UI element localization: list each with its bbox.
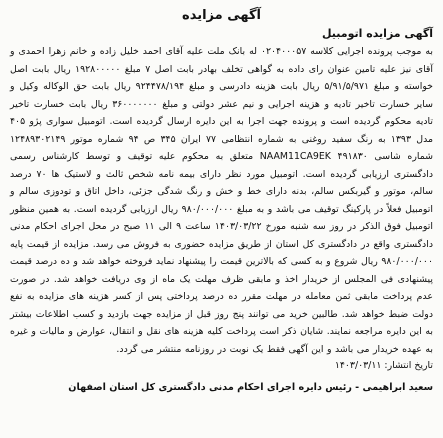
date-value: ۱۴۰۳/۰۳/۱۱	[334, 360, 382, 371]
notice-subtitle: آگهی مزایده اتومبیل	[321, 27, 433, 40]
notice-signature: سعید ابراهیمی - رئیس دایره اجرای احکام مدنی دادگستری کل استان اصفهان	[68, 382, 433, 393]
notice-title: آگهی مزایده	[182, 8, 261, 23]
notice-body: به موجب پرونده اجرایی کلاسه ۰۲۰۴۰۰۰۵۷ له بانک ملت علیه آقای احمد خلیل زاده و خانم زهرا احمدی و آقای نیز علیه تامین عنوان رای داده به گواهی تخلف بهادر بابت اصل ۷ مبلغ ۱۹۲۸۰۰۰۰۰ ریال بابت اصل خواسته و مبلغ ۵/۹۱/۵/۹۷۱ ریال بابت هزینه دادرسی و مبلغ ۹۲۴۴۷۸/۱۹۴ ریال بابت حق الوکاله وکیل و سایر خسارت تاخیر تادیه و هزینه اجرایی و نیم عشر دولتی و مبلغ ۳۶۰۰۰۰۰۰۰ ریال بابت خسارت تاخیر تادیه محکوم گردیده است و پرونده جهت اجرا به این دایره ارسال گردیده است. اتومبیل سواری پژو ۴۰۵ مدل ۱۳۹۳ به رنگ سفید روغنی به شماره انتظامی ۷۷ ایران ۳۴۵ ص ۹۴ شماره موتور ۱۲۴۸۹۳۰۲۱۴۹ شماره شاسی NAAM11CA9EK ۴۹۱۸۳۰ متعلق به محکوم علیه توقیف و توسط کارشناس رسمی دادگستری ارزیابی گردیده است. اتومبیل مورد نظر دارای بیمه نامه شخص ثالث و لاستیک ها ۷۰ درصد سالم، موتور و گیربکس سالم، بدنه دارای خط و خش و رنگ شدگی جزئی، داخل اتاق و تودوزی سالم و اتومبیل فعلاً در پارکینگ توقیف می باشد و به مبلغ ۹۸۰/۰۰۰/۰۰۰ ریال ارزیابی گردیده است. به همین منظور اتومبیل فوق الذکر در روز سه شنبه مورخ ۱۴۰۳/۰۳/۲۲ ساعت ۹ الی ۱۱ صبح در محل اجرای احکام مدنی دادگستری واقع در دادگستری کل استان از طریق مزایده حضوری به فروش می رسد. مزایده از قیمت پایه ۹۸۰/۰۰۰/۰۰۰ ریال شروع و به کسی که بالاترین قیمت را پیشنهاد نماید فروخته خواهد شد و ده درصد قیمت پیشنهادی فی المجلس از خریدار اخذ و مابقی ظرف مهلت یک ماه از وی دریافت خواهد شد. در صورت عدم پرداخت مابقی ثمن معامله در مهلت مقرر ده درصد پرداختی پس از کسر هزینه های مزایده به نفع دولت ضبط خواهد شد. طالبین خرید می توانند پنج روز قبل از مزایده جهت بازدید و کسب اطلاعات بیشتر به این دایره مراجعه نمایند. شایان ذکر است پرداخت کلیه هزینه های نقل و انتقال، عوارض و مالیات و غیره به عهده خریدار می باشد و این آگهی فقط یک نوبت در روزنامه منتشر می گردد.	[10, 46, 434, 355]
notice-date-line	[10, 358, 433, 374]
date-label: تاریخ انتشار:	[384, 360, 433, 371]
